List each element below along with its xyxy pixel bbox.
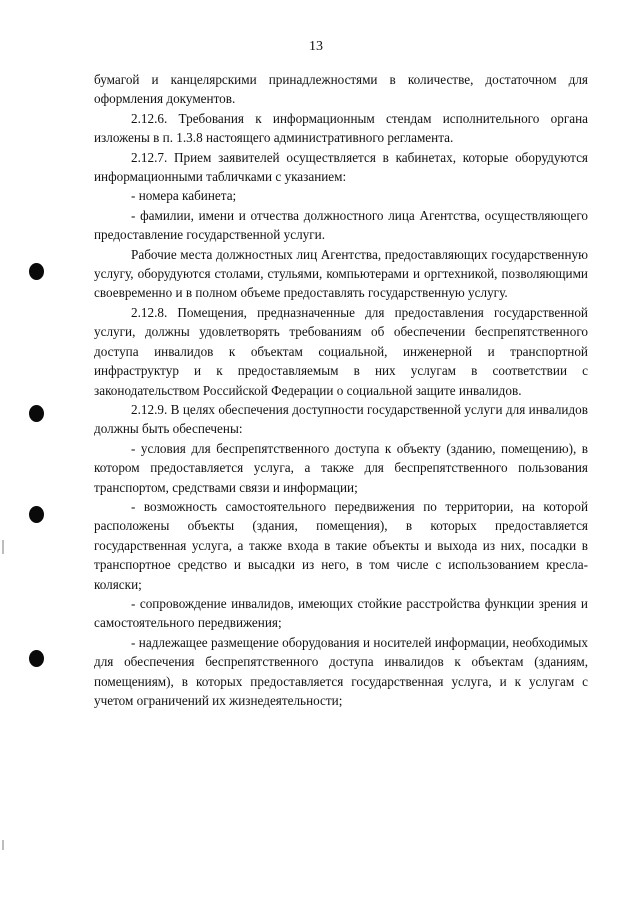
paragraph-continuation: бумагой и канцелярскими принадлежностями в количестве, достаточном для оформления документов. — [94, 72, 588, 107]
list-item-escort: - сопровождение инвалидов, имеющих стойкие расстройства функции зрения и самостоятельного передвижения; — [94, 595, 588, 631]
paragraph-2-12-7: 2.12.7. Прием заявителей осуществляется в кабинетах, которые оборудуются информационными табличками с указанием: — [94, 149, 588, 185]
list-item-movement: - возможность самостоятельного передвижения по территории, на которой расположены объекты (здания, помещения), в которых предоставляется государственная услуга, а также входа в такие объекты и выхода из них, посадки в транспортное средство и высадки из него, в том числе с использованием кресла-коляски; — [94, 498, 588, 592]
list-item-official-name: - фамилии, имени и отчества должностного лица Агентства, осуществляющего предоставление государственной услуги. — [94, 207, 588, 243]
scan-edge-mark — [2, 840, 4, 850]
punch-hole-mark — [29, 405, 44, 422]
list-item-room-number: - номера кабинета; — [131, 188, 237, 204]
paragraph-2-12-9: 2.12.9. В целях обеспечения доступности государственной услуги для инвалидов должны быть обеспечены: — [94, 401, 588, 437]
document-body — [94, 70, 588, 710]
list-item-equipment-placement: - надлежащее размещение оборудования и носителей информации, необходимых для обеспечения беспрепятственного доступа инвалидов к объектам (зданиям, помещениям), в которых предоставляется государственная услуга, и к услугам с учетом ограничений их жизнедеятельности; — [94, 634, 588, 708]
punch-hole-mark — [29, 506, 44, 523]
punch-hole-mark — [29, 650, 44, 667]
page-number: 13 — [309, 39, 323, 54]
paragraph-2-12-8: 2.12.8. Помещения, предназначенные для предоставления государственной услуги, должны удовлетворять требованиям об обеспечении беспрепятственного доступа инвалидов к объектам социальной, инженерной и транспортной инфраструктур и к предоставляемым в них услугам в соответствии с законодательством Российской Федерации о социальной защите инвалидов. — [94, 304, 588, 398]
list-item-access-conditions: - условия для беспрепятственного доступа к объекту (зданию, помещению), в котором предоставляется услуга, а также для беспрепятственного пользования транспортом, средствами связи и информации; — [94, 440, 588, 495]
scan-edge-mark — [2, 540, 4, 554]
punch-hole-mark — [29, 263, 44, 280]
paragraph-workplaces: Рабочие места должностных лиц Агентства, предоставляющих государственную услугу, оборудуются столами, стульями, компьютерами и оргтехникой, позволяющими своевременно и в полном объеме предоставлять государственную услугу. — [94, 246, 588, 301]
paragraph-2-12-6: 2.12.6. Требования к информационным стендам исполнительного органа изложены в п. 1.3.8 настоящего административного регламента. — [94, 110, 588, 146]
